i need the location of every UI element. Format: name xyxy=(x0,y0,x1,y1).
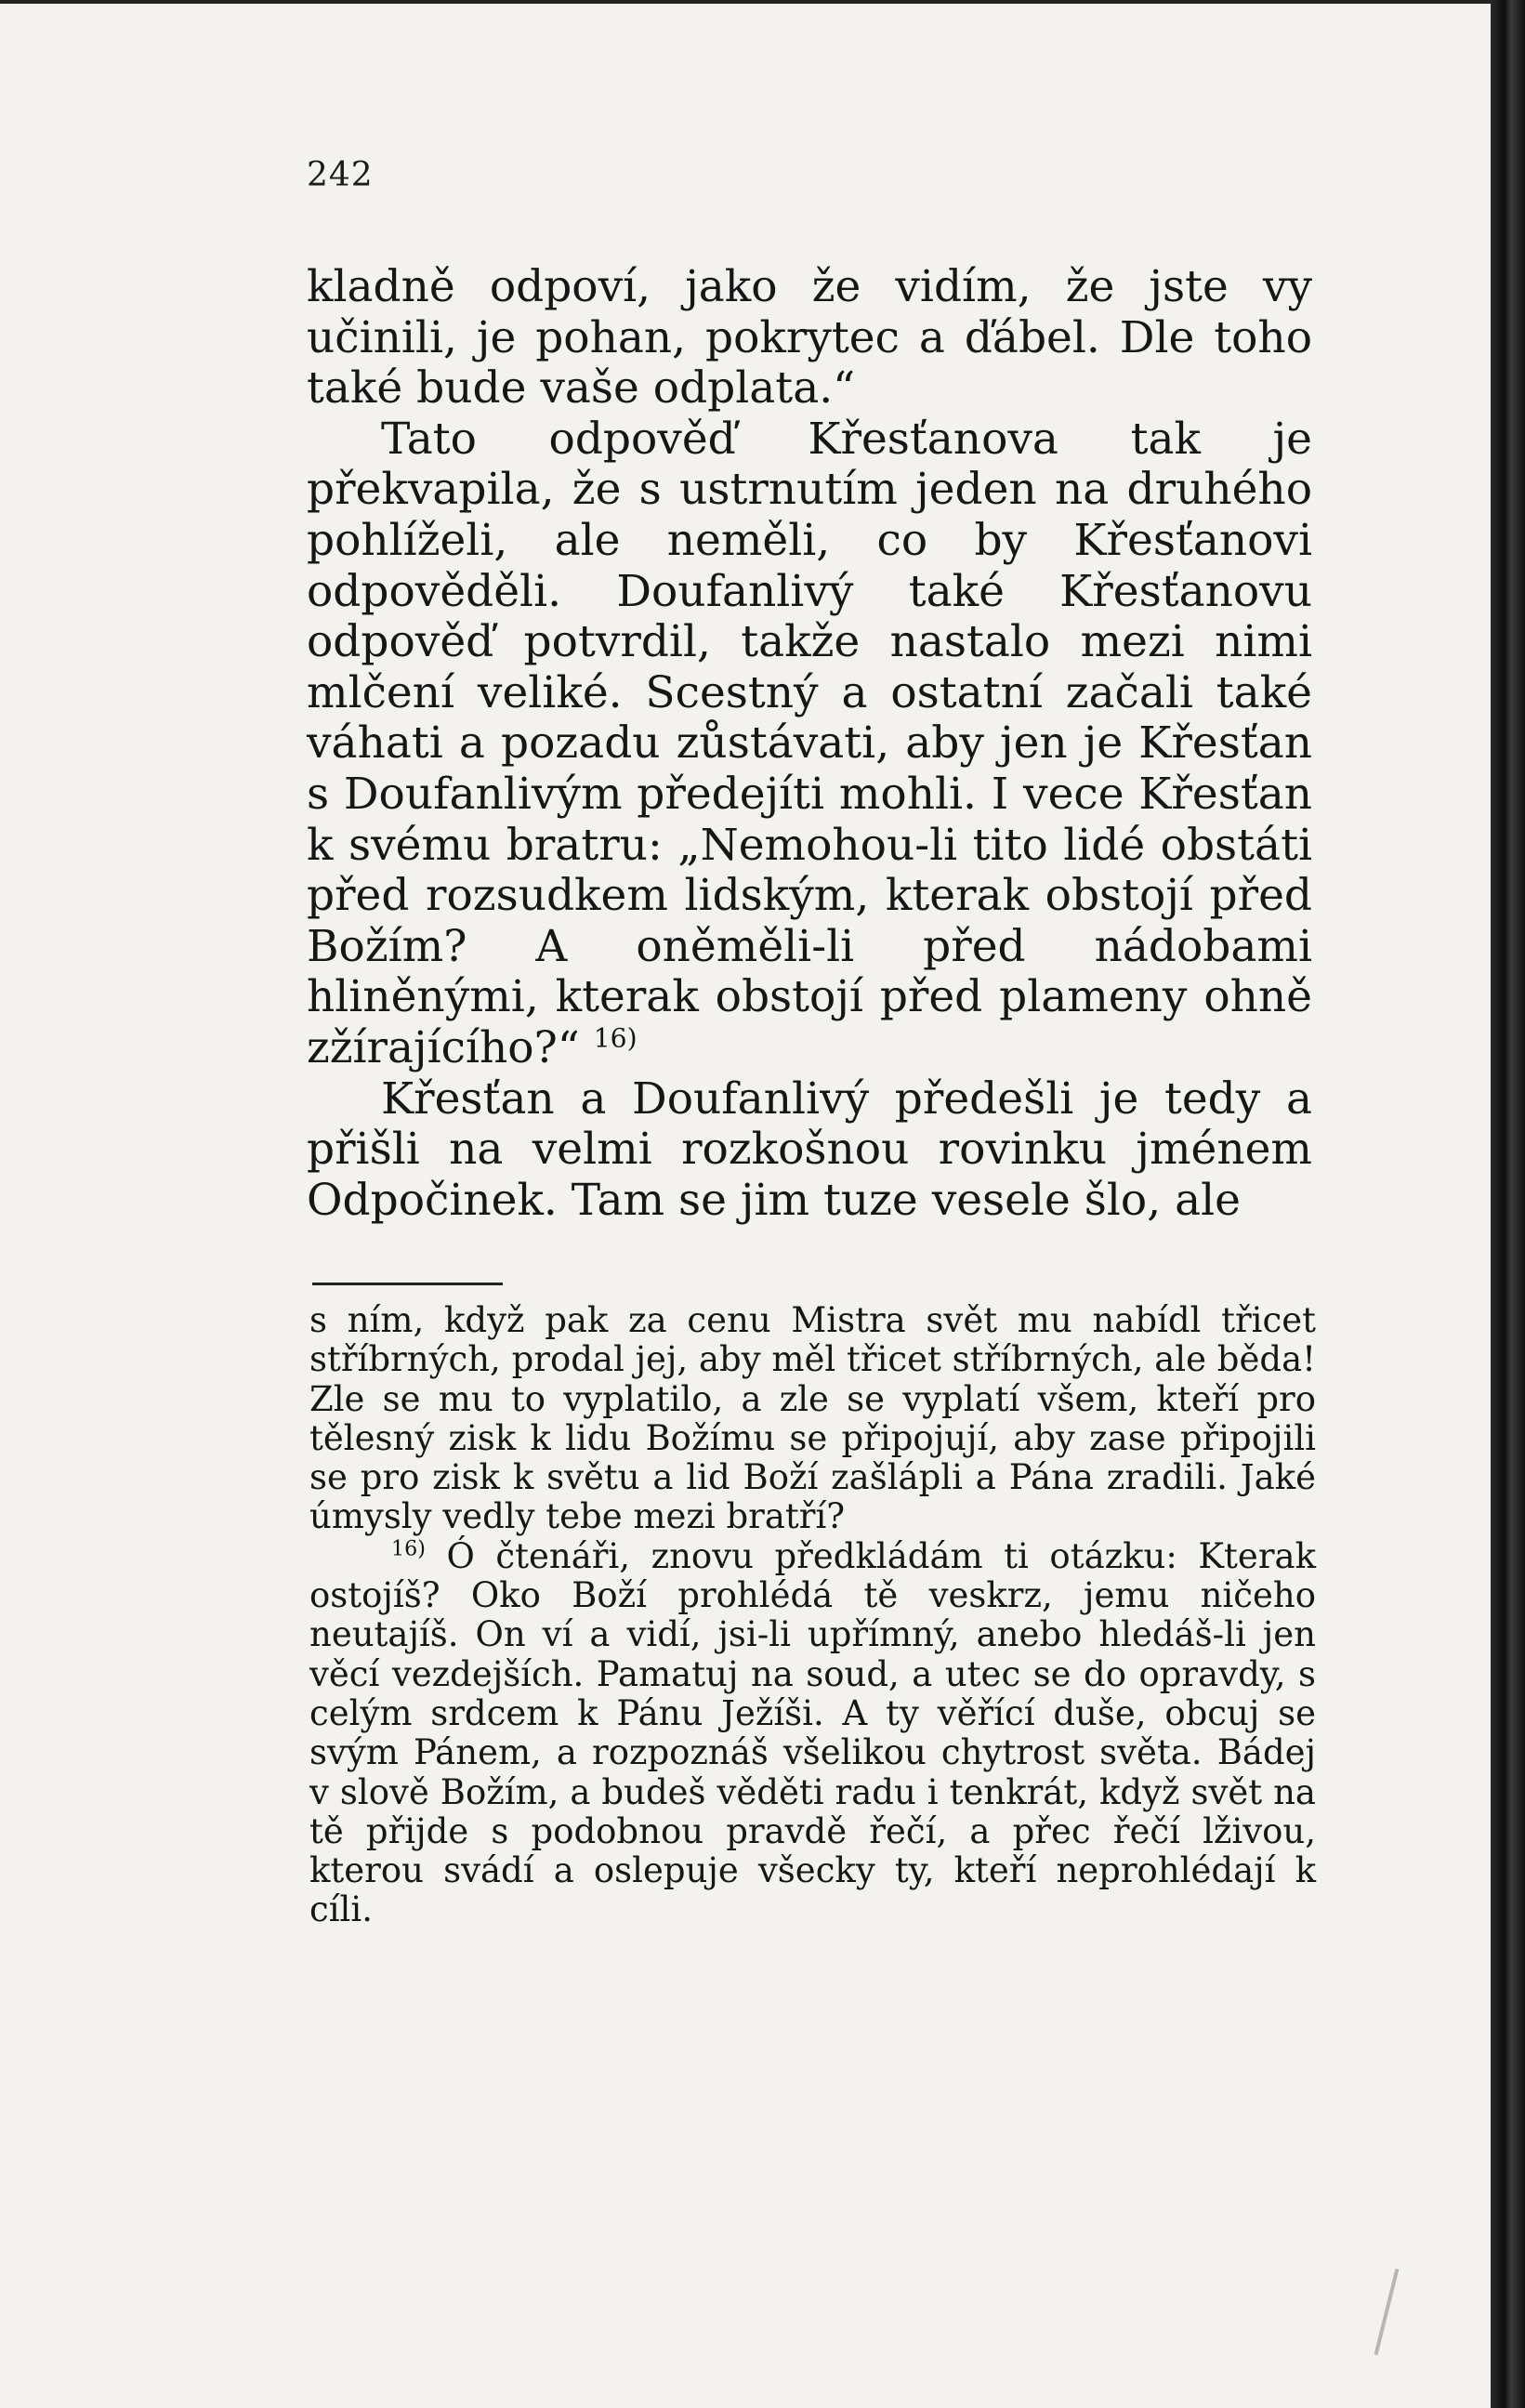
footnote-separator xyxy=(312,1283,503,1285)
main-text xyxy=(307,262,1312,1226)
footnote-text: Ó čtenáři, znovu předkládám ti otázku: Kterak ostojíš? Oko Boží prohlédá tě veskrz, jemu ničeho neutajíš. On ví a vidí, jsi-li upřímný, anebo hledáš-li jen věcí vezdejších. Pamatuj na soud, a utec se do opravdy, s celým srdcem k Pánu Ježíši. A ty věřící duše, obcuj se svým Pánem, a rozpoznáš všelikou chytrost světa. Bádej v slově Božím, a budeš věděti radu i tenkrát, když svět na tě přijde s podobnou pravdě řečí, a přec řečí lživou, kterou svádí a oslepuje všecky ty, kteří neprohlédají k cíli. xyxy=(309,1535,1316,1930)
paragraph-text: Tato odpověď Křesťanova tak je překvapila, že s ustrnutím jeden na druhého pohlíželi, ale neměli, co by Křesťanovi odpověděli. Doufanlivý také Křesťanovu odpověď potvrdil, takže nastalo mezi nimi mlčení veliké. Scestný a ostatní začali také váhati a pozadu zůstávati, aby jen je Křesťan s Doufanlivým předejíti mohli. I vece Křesťan k svému bratru: „Nemohou-li tito lidé obstáti před rozsudkem lidským, kterak obstojí před Božím? A oněměli-li před nádobami hliněnými, kterak obstojí před plameny ohně zžírajícího?“ xyxy=(307,413,1312,1073)
page-number: 242 xyxy=(307,156,374,194)
paragraph: kladně odpoví, jako že vidím, že jste vy učinili, je pohan, pokrytec a ďábel. Dle toho také bude vaše odplata.“ xyxy=(307,261,1312,414)
paragraph: Křesťan a Doufanlivý předešli je tedy a přišli na velmi rozkošnou rovinku jménem Odpočinek. Tam se jim tuze vesele šlo, ale xyxy=(307,1072,1312,1226)
footnote-reference-number: 16 xyxy=(593,1022,627,1054)
footnote-reference: 16) xyxy=(593,1022,638,1054)
top-border xyxy=(0,0,1491,4)
scan-edge xyxy=(1491,0,1525,2408)
paragraph xyxy=(307,414,1312,1074)
footnotes xyxy=(309,1301,1316,1930)
footnote-continued: s ním, když pak za cenu Mistra svět mu nabídl třicet stříbrných, prodal jej, aby měl třicet stříbrných, ale běda! Zle se mu to vyplatilo, a zle se vyplatí všem, kteří pro tělesný zisk k lidu Božímu se připojují, aby zase připojili se pro zisk k světu a lid Boží zašlápli a Pána zradili. Jaké úmysly vedly tebe mezi bratří? xyxy=(309,1300,1316,1537)
footnote-number-text: 16 xyxy=(391,1536,418,1561)
footnote-number: 16) xyxy=(391,1536,426,1561)
pencil-mark xyxy=(1374,2269,1400,2355)
footnote xyxy=(309,1537,1316,1930)
